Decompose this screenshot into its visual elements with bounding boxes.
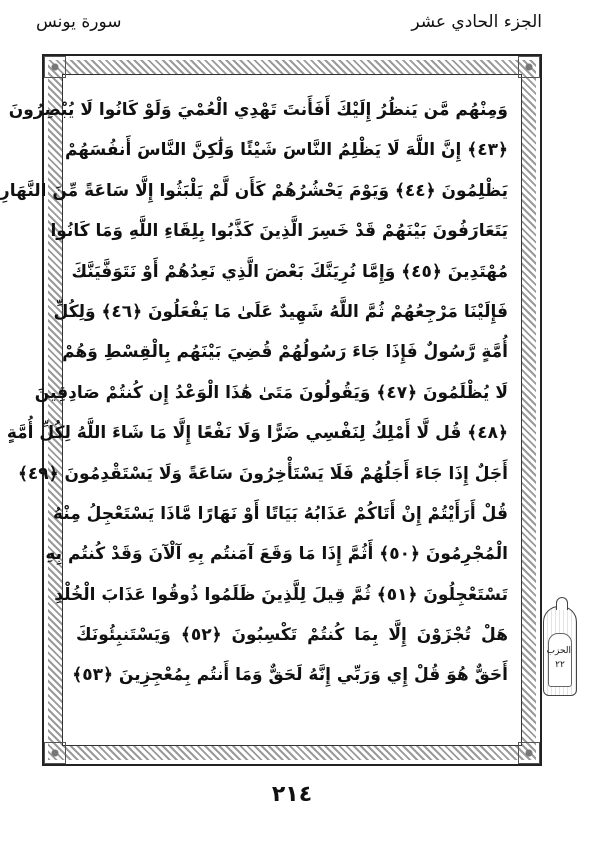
verse-line: ﴿٤٨﴾ قُل لَّا أَمْلِكُ لِنَفْسِي ضَرًّا وَلَا نَفْعًا إِلَّا مَا شَاءَ اللَّهُ لِكُلِّ أُمَّةٍ — [6, 423, 508, 444]
juz-title: الجزء الحادي عشر — [411, 12, 542, 32]
verse-line: لَا يُظْلَمُونَ ﴿٤٧﴾ وَيَقُولُونَ مَتَىٰ هَٰذَا الْوَعْدُ إِن كُنتُمْ صَادِقِينَ — [34, 382, 508, 403]
hizb-label: الحزب — [546, 646, 571, 656]
verse-line: أَجَلٌ إِذَا جَاءَ أَجَلُهُمْ فَلَا يَسْتَأْخِرُونَ سَاعَةً وَلَا يَسْتَقْدِمُونَ ﴿٤٩﴾ — [17, 463, 508, 484]
verse-line: يَظْلِمُونَ ﴿٤٤﴾ وَيَوْمَ يَحْشُرُهُمْ كَأَن لَّمْ يَلْبَثُوا إِلَّا سَاعَةً مِّنَ النَّهَارِ — [0, 180, 508, 201]
corner-ornament-icon — [44, 56, 66, 78]
corner-ornament-icon — [44, 742, 66, 764]
verse-line: قُلْ أَرَأَيْتُمْ إِنْ أَتَاكُمْ عَذَابُهُ بَيَاتًا أَوْ نَهَارًا مَّاذَا يَسْتَعْجِلُ مِنْهُ — [52, 503, 508, 524]
corner-ornament-icon — [518, 742, 540, 764]
corner-ornament-icon — [518, 56, 540, 78]
verse-line: يَتَعَارَفُونَ بَيْنَهُمْ قَدْ خَسِرَ الَّذِينَ كَذَّبُوا بِلِقَاءِ اللَّهِ وَمَا كَانُوا — [50, 221, 508, 242]
verse-line: ﴿٤٣﴾ إِنَّ اللَّهَ لَا يَظْلِمُ النَّاسَ شَيْئًا وَلَٰكِنَّ النَّاسَ أَنفُسَهُمْ — [64, 140, 508, 161]
hizb-marker — [543, 606, 577, 696]
verse-line: الْمُجْرِمُونَ ﴿٥٠﴾ أَثُمَّ إِذَا مَا وَقَعَ آمَنتُم بِهِ آلْآنَ وَقَدْ كُنتُم بِهِ — [45, 544, 508, 565]
verse-line: تَسْتَعْجِلُونَ ﴿٥١﴾ ثُمَّ قِيلَ لِلَّذِينَ ظَلَمُوا ذُوقُوا عَذَابَ الْخُلْدِ — [54, 584, 508, 605]
verse-line: أَحَقٌّ هُوَ قُلْ إِي وَرَبِّي إِنَّهُ لَحَقٌّ وَمَا أَنتُم بِمُعْجِزِينَ ﴿٥٣﴾ — [72, 665, 508, 686]
hizb-number: ٢٢ — [555, 660, 565, 670]
dome-ornament-icon — [556, 597, 568, 610]
verse-line: فَإِلَيْنَا مَرْجِعُهُمْ ثُمَّ اللَّهُ شَهِيدٌ عَلَىٰ مَا يَفْعَلُونَ ﴿٤٦﴾ وَلِكُلِّ — [53, 301, 508, 322]
verse-line: مُهْتَدِينَ ﴿٤٥﴾ وَإِمَّا نُرِيَنَّكَ بَعْضَ الَّذِي نَعِدُهُمْ أَوْ نَتَوَفَّيَنَّكَ — [71, 261, 508, 282]
verse-line: هَلْ تُجْزَوْنَ إِلَّا بِمَا كُنتُمْ تَكْسِبُونَ ﴿٥٢﴾ وَيَسْتَنبِئُونَكَ — [76, 625, 508, 646]
page-number: ٢١٤ — [271, 782, 313, 807]
hizb-marker-panel — [548, 633, 572, 687]
verse-line: أُمَّةٍ رَّسُولٌ فَإِذَا جَاءَ رَسُولُهُمْ قُضِيَ بَيْنَهُم بِالْقِسْطِ وَهُمْ — [62, 342, 508, 363]
verse-line: وَمِنْهُم مَّن يَنظُرُ إِلَيْكَ أَفَأَنتَ تَهْدِي الْعُمْيَ وَلَوْ كَانُوا لَا يُبْصِرُونَ — [8, 100, 508, 120]
surah-title: سورة يونس — [36, 12, 122, 32]
quran-text — [0, 90, 508, 736]
